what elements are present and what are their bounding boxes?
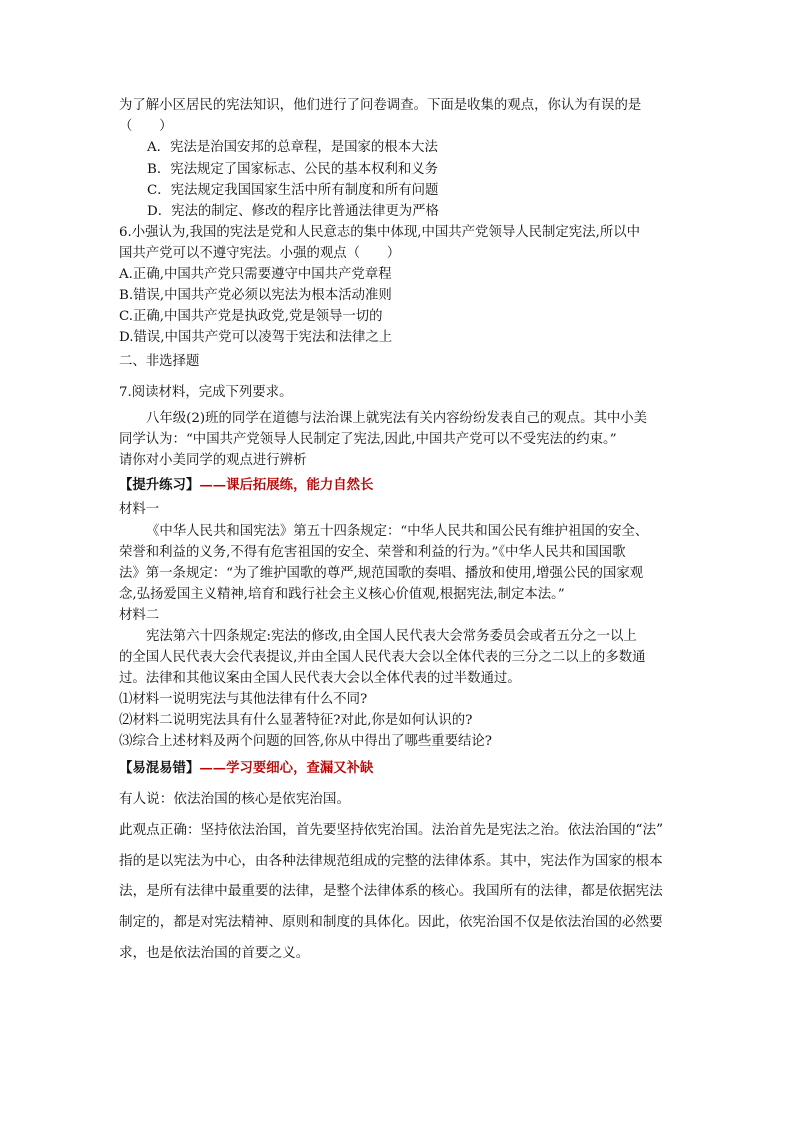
- q5-stem-line1: 为了解小区居民的宪法知识，他们进行了问卷调查。下面是收集的观点，你认为有误的是: [119, 98, 642, 113]
- material-2-line2: 的全国人民代表大会代表提议,并由全国人民代表大会以全体代表的三分之二以上的多数通: [119, 650, 646, 665]
- q5-option-d: D．宪法的制定、修改的程序比普通法律更为严格: [147, 204, 439, 219]
- q5-stem-line2: （ ）: [119, 119, 173, 134]
- yihun-answer-line4: 制定的，都是对宪法精神、原则和制度的具体化。因此，依宪治国不仅是依法治国的必然要: [119, 914, 663, 930]
- q7-paragraph-line1: 八年级(2)班的同学在道德与法治课上就宪法有关内容纷纷发表自己的观点。其中小美: [146, 411, 648, 426]
- q6-option-c: C.正确,中国共产党是执政党,党是领导一切的: [119, 309, 383, 324]
- q6-option-d: D.错误,中国共产党可以凌驾于宪法和法律之上: [119, 330, 393, 345]
- q6-option-b: B.错误,中国共产党必须以宪法为根本活动准则: [119, 288, 392, 303]
- yihun-answer-line5: 求，也是依法治国的首要之义。: [119, 945, 310, 961]
- tisheng-heading: [119, 475, 373, 496]
- q6-option-a: A.正确,中国共产党只需要遵守中国共产党章程: [119, 267, 392, 282]
- material-1-line1: 《中华人民共和国宪法》第五十四条规定：“中华人民共和国公民有维护祖国的安全、: [146, 524, 649, 539]
- material-2-label: 材料二: [119, 608, 160, 623]
- tisheng-question-2: ⑵材料二说明宪法具有什么显著特征?对此,你是如何认识的?: [119, 713, 473, 728]
- q7-title: 7.阅读材料，完成下列要求。: [119, 385, 293, 400]
- q5-option-b: B．宪法规定了国家标志、公民的基本权利和义务: [147, 162, 439, 177]
- material-1-line3: 法》第一条规定：“为了维护国歌的尊严,规范国歌的奏唱、播放和使用,增强公民的国家观: [119, 566, 644, 581]
- yihun-subtitle: ——学习要细心，查漏又补缺: [199, 760, 374, 776]
- q6-stem-line2: 国共产党可以不遵守宪法。小强的观点（ ）: [119, 246, 401, 261]
- tisheng-question-1: ⑴材料一说明宪法与其他法律有什么不同?: [119, 692, 368, 707]
- yihun-heading: [119, 758, 373, 779]
- material-2-line1: 宪法第六十四条规定:宪法的修改,由全国人民代表大会常务委员会或者五分之一以上: [146, 629, 637, 644]
- material-1-line4: 念,弘扬爱国主义精神,培育和践行社会主义核心价值观,根据宪法,制定本法。”: [119, 587, 565, 602]
- tisheng-bracket-label: 【提升练习】: [119, 477, 200, 493]
- yihun-answer-line2: 指的是以宪法为中心，由各种法律规范组成的完整的法律体系。其中，宪法作为国家的根本: [119, 853, 663, 869]
- q7-paragraph-line3: 请你对小美同学的观点进行辨析: [119, 453, 307, 468]
- material-2-line3: 过。法律和其他议案由全国人民代表大会以全体代表的过半数通过。: [119, 671, 521, 686]
- q5-option-a: A．宪法是治国安邦的总章程，是国家的根本大法: [147, 140, 438, 155]
- yihun-answer-line1: 此观点正确：坚持依法治国，首先要坚持依宪治国。法治首先是宪法之治。依法治国的“法”: [119, 822, 664, 838]
- q7-paragraph-line2: 同学认为：“中国共产党领导人民制定了宪法,因此,中国共产党可以不受宪法的约束。”: [119, 432, 617, 447]
- yihun-bracket-label: 【易混易错】: [119, 760, 200, 776]
- yihun-claim: 有人说：依法治国的核心是依宪治国。: [119, 791, 351, 807]
- yihun-answer-line3: 法，是所有法律中最重要的法律，是整个法律体系的核心。我国所有的法律，都是依据宪法: [119, 883, 663, 899]
- material-1-label: 材料一: [119, 502, 160, 517]
- q6-stem-line1: 6.小强认为,我国的宪法是党和人民意志的集中体现,中国共产党领导人民制定宪法,所以中: [119, 225, 640, 240]
- section-heading-non-choice: 二、非选择题: [119, 354, 200, 369]
- material-1-line2: 荣誉和利益的义务,不得有危害祖国的安全、荣誉和利益的行为。”《中华人民共和国国歌: [119, 545, 626, 560]
- tisheng-subtitle: ——课后拓展练，能力自然长: [199, 477, 374, 493]
- q5-option-c: C．宪法规定我国国家生活中所有制度和所有问题: [147, 183, 439, 198]
- tisheng-question-3: ⑶综合上述材料及两个问题的回答,你从中得出了哪些重要结论?: [119, 734, 492, 749]
